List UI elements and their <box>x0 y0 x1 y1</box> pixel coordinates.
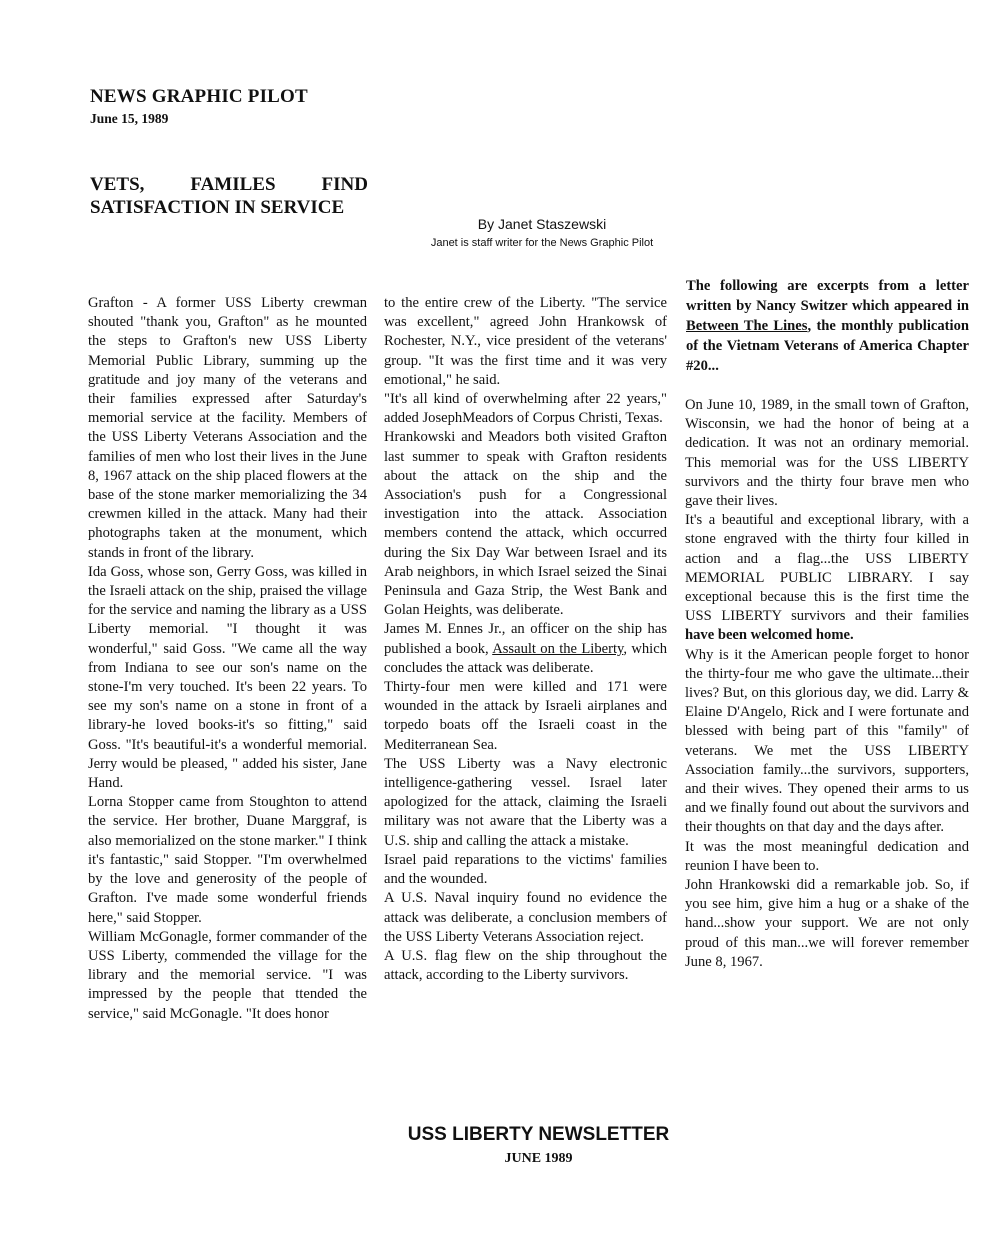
newsletter-title: USS LIBERTY NEWSLETTER <box>407 1124 670 1145</box>
column-2-paragraph: Israel paid reparations to the victims' families and the wounded. <box>384 851 667 888</box>
letter-paragraph: John Hrankowski did a remarkable job. So, if you see him, give him a hug or a shake of the hand...show your support. We are not only proud of this man...we will forever remember June 8, 1967. <box>685 877 969 970</box>
column-1-paragraph: Ida Goss, whose son, Gerry Goss, was killed in the Israeli attack on the ship, praised the village for the service and naming the library as a USS Liberty memorial. "I thought it was wonderful," said Goss. "We came all the way from Indiana to see our son's name on the stone-I'm very touched. It's been 22 years. To see my son's name on a stone in front of a library-he loved books-it's so fitting," said Goss. "It's beautiful-it's a wonderful memorial. Jerry would be pleased, " added his sister, Jane Hand. <box>88 563 367 792</box>
column-2-paragraph <box>384 620 667 678</box>
letter-paragraph: On June 10, 1989, in the small town of Grafton, Wisconsin, we had the honor of being at a dedication. It was not an ordinary memorial. This memorial was for the USS LIBERTY survivors and the thirty four brave men who gave their lives. <box>685 397 969 510</box>
book-title: Assault on the Liberty <box>492 640 624 657</box>
column-1-paragraph: William McGonagle, former commander of the USS Liberty, commended the village for the library and the memorial service. "I was impressed by the people that ttended the service," said McGonagle. "It does honor <box>88 928 367 1022</box>
publication-date: June 15, 1989 <box>90 111 169 126</box>
letter-paragraph: It was the most meaningful dedication and reunion I have been to. <box>685 838 969 874</box>
column-2-paragraph: A U.S. Naval inquiry found no evidence the attack was deliberate, a conclusion members of the USS Liberty Veterans Association reject. <box>384 890 667 945</box>
column-1-paragraph: Lorna Stopper came from Stoughton to attend the service. Her brother, Duane Marggraf, is also memorialized on the stone marker." I think it's fantastic," said Stopper. "I'm overwhelmed by the love and generosity of the people of Grafton. I've made some wonderful friends here," said Stopper. <box>88 794 367 926</box>
paragraph-text: , which concludes the attack was deliberate. <box>384 640 667 676</box>
paragraph-text: James M. Ennes Jr., an officer on the ship has published a book, <box>384 621 667 657</box>
letter-intro <box>686 276 969 376</box>
column-2-paragraph: Thirty-four men were killed and 171 were wounded in the attack by Israeli airplanes and torpedo boats off the Israeli coast in the Mediterranean Sea. <box>384 679 667 753</box>
column-2-paragraph: A U.S. flag flew on the ship throughout the attack, according to the Liberty survivors. <box>384 947 667 984</box>
column-2-paragraph: to the entire crew of the Liberty. "The service was excellent," agreed John Hrankowsk of Rochester, N.Y., vice president of the veterans' group. "It was the first time and it was very emotional," he said. <box>384 295 667 388</box>
publication-name: NEWS GRAPHIC PILOT <box>90 86 308 107</box>
article-column-1 <box>88 294 367 1024</box>
column-2-paragraph: "It's all kind of overwhelming after 22 years," added JosephMeadors of Corpus Christi, Texas. <box>384 391 667 427</box>
paragraph-text: It's a beautiful and exceptional library, with a stone engraved with the thirty four killed in action and a flag...the USS LIBERTY MEMORIAL PUBLIC LIBRARY. I say exceptional because this is the first time the USS LIBERTY survivors and their families <box>685 512 969 625</box>
letter-column <box>685 396 969 972</box>
column-1-paragraph: Grafton - A former USS Liberty crewman shouted "thank you, Grafton" as he mounted the steps to Grafton's new USS Liberty Memorial Public Library, summing up the gratitude and joy many of the veterans and their families expressed after Saturday's memorial service at the facility. Members of the USS Liberty Veterans Association and the families of men who lost their lives in the June 8, 1967 attack on the ship placed flowers at the base of the stone marker memorializing the 34 crewmen killed in the attack. Many had their photographs taken at the monument, which stands in front of the library. <box>88 295 367 561</box>
newsletter-date: JUNE 1989 <box>504 1151 573 1166</box>
column-2-paragraph: Hrankowski and Meadors both visited Grafton last summer to speak with Grafton residents about the attack on the ship and the Association's push for a Congressional investigation into the attack. Association members contend the attack, which occurred during the Six Day War between Israel and its Arab neighbors, in which Israel seized the Sinai Peninsula and Gaza Strip, the West Bank and Golan Heights, was deliberate. <box>384 429 667 619</box>
column-2-paragraph: The USS Liberty was a Navy electronic intelligence-gathering vessel. Israel later apologized for the attack, claiming the Israeli military was not aware that the Liberty was a U.S. ship and calling the attack a mistake. <box>384 755 667 849</box>
byline-note: Janet is staff writer for the News Graphic Pilot <box>430 237 654 249</box>
letter-intro-text <box>686 276 969 376</box>
article-column-2 <box>384 294 667 985</box>
letter-paragraph <box>685 511 969 645</box>
emphasis-text: have been welcomed home. <box>685 627 854 644</box>
article-headline: VETS, FAMILES FIND SATISFACTION IN SERVICE <box>90 174 368 218</box>
letter-paragraph: Why is it the American people forget to honor the thirty-four me who gave the ultimate...their lives? But, on this glorious day, we did. Larry & Elaine D'Angelo, Rick and I were fortunate and blessed with being part of this "family" of veterans. We met the USS LIBERTY Association family...the survivors, supporters, and their wives. They opened their arms to us and we finally found out about the survivors and their thoughts on that day and the days after. <box>685 646 969 836</box>
article-byline: By Janet Staszewski <box>477 216 607 232</box>
paragraph-text: , the monthly publication of the Vietnam Veterans of America Chapter #20... <box>686 318 969 374</box>
paragraph-text: The following are excerpts from a letter written by Nancy Switzer which appeared in <box>686 278 969 314</box>
publication-title: Between The Lines <box>686 318 808 334</box>
